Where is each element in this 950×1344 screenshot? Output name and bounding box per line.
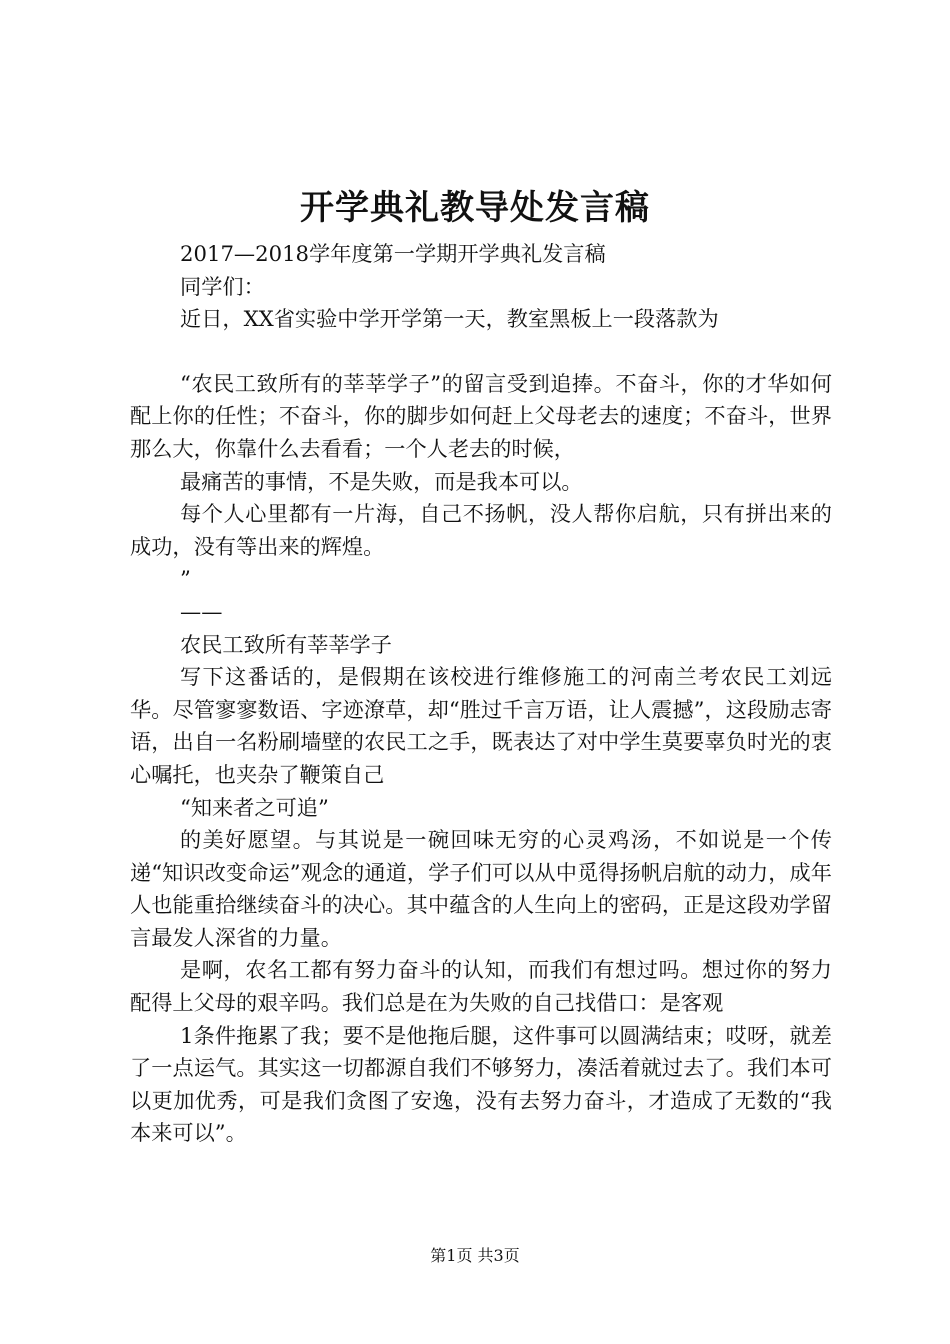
salutation-paragraph: 同学们： — [180, 273, 265, 299]
subtitle-paragraph: 2017—2018学年度第一学期开学典礼发言稿 — [180, 241, 606, 266]
quote-line: “知来者之可追” — [180, 794, 329, 820]
body-paragraph: 近日，XX省实验中学开学第一天，教室黑板上一段落款为 — [180, 306, 719, 332]
document-body — [130, 238, 832, 1150]
page-number-footer: 第1页 共3页 — [430, 1246, 520, 1265]
body-paragraph: 写下这番话的，是假期在该校进行维修施工的河南兰考农民工刘远华。尽管寥寥数语、字迹潦草，却“胜过千言万语，让人震撼”，这段励志寄语，出自一名粉刷墙壁的农民工之手，既表达了对中学生莫要辜负时光的衷心嘱托，也夹杂了鞭策自己 — [130, 664, 832, 787]
body-paragraph: 最痛苦的事情，不是失败，而是我本可以。 — [180, 468, 583, 494]
body-paragraph: 1条件拖累了我；要不是他拖后腿，这件事可以圆满结束；哎呀，就差了一点运气。其实这一切都源自我们不够努力，凑活着就过去了。我们本可以更加优秀，可是我们贪图了安逸，没有去努力奋斗，才造成了无数的“我本来可以”。 — [130, 1022, 832, 1146]
body-paragraph: “农民工致所有的莘莘学子”的留言受到追捧。不奋斗，你的才华如何配上你的任性；不奋斗，你的脚步如何赶上父母老去的速度；不奋斗，世界那么大，你靠什么去看看；一个人老去的时候， — [130, 370, 832, 461]
closing-quote-mark: ” — [180, 566, 191, 592]
body-paragraph: 的美好愿望。与其说是一碗回味无穷的心灵鸡汤，不如说是一个传递“知识改变命运”观念的通道，学子们可以从中觅得扬帆启航的动力，成年人也能重拾继续奋斗的决心。其中蕴含的人生向上的密码，正是这段劝学留言最发人深省的力量。 — [130, 827, 832, 950]
body-paragraph: 是啊，农名工都有努力奋斗的认知，而我们有想过吗。想过你的努力配得上父母的艰辛吗。我们总是在为失败的自己找借口：是客观 — [130, 957, 832, 1016]
dash-line: —— — [180, 598, 223, 624]
body-paragraph: 每个人心里都有一片海，自己不扬帆，没人帮你启航，只有拼出来的成功，没有等出来的辉煌。 — [130, 501, 832, 559]
signature-line: 农民工致所有莘莘学子 — [180, 631, 392, 657]
document-title: 开学典礼教导处发言稿 — [300, 188, 650, 228]
